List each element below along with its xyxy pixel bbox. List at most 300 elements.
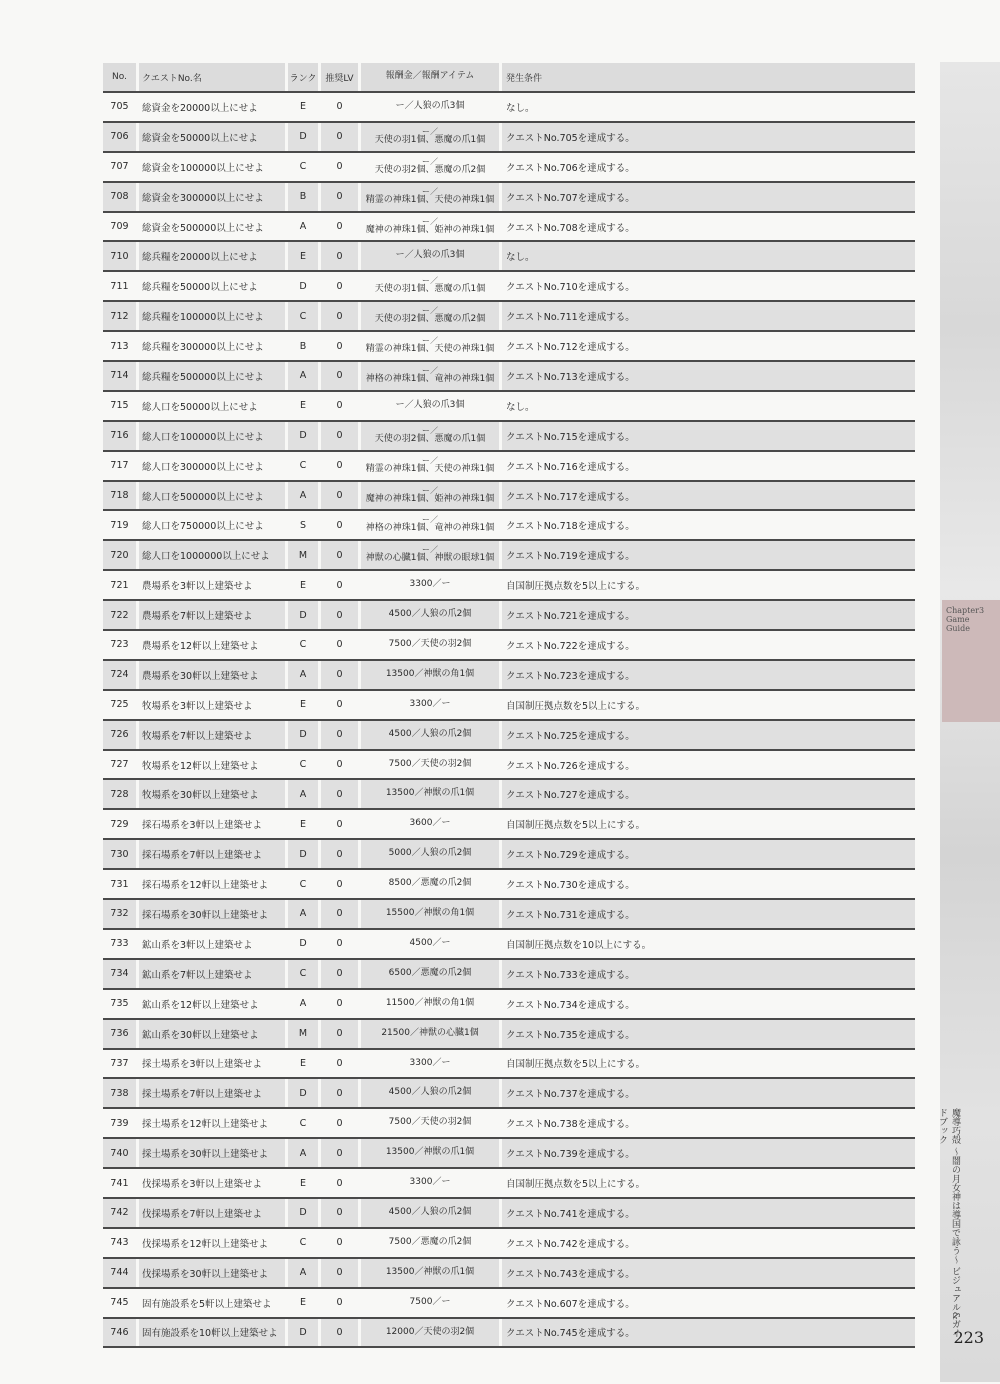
table-row	[103, 1319, 915, 1349]
cell-lv: 0	[336, 1057, 343, 1069]
table-row	[103, 541, 915, 571]
cell-name: 採土場系を3軒以上建築せよ	[142, 1059, 263, 1071]
cell-condition: クエストNo.718を達成する。	[506, 521, 635, 533]
cell-rank: A	[288, 661, 318, 689]
cell-reward	[361, 900, 499, 928]
cell-condition: 自国制圧拠点数を5以上にする。	[506, 1059, 646, 1071]
cell-lv: 0	[321, 960, 358, 988]
cell-condition: クエストNo.713を達成する。	[502, 362, 915, 390]
table-row	[103, 870, 915, 900]
cell-no: 720	[103, 541, 136, 569]
cell-reward	[361, 870, 499, 898]
cell-lv: 0	[336, 818, 343, 830]
reward-prefix: ー／	[422, 156, 438, 166]
reward-text: ー／人狼の爪3個	[395, 399, 465, 410]
cell-name: 採土場系を12軒以上建築せよ	[142, 1119, 269, 1131]
cell-name: 鉱山系を7軒以上建築せよ	[139, 960, 285, 988]
cell-rank: C	[299, 460, 307, 472]
table-row	[103, 631, 915, 661]
reward-prefix: ー／	[422, 126, 438, 136]
cell-no: 733	[110, 938, 129, 950]
cell-rank: D	[288, 422, 318, 450]
table-row	[103, 213, 915, 243]
cell-name: 鉱山系を3軒以上建築せよ	[142, 939, 253, 951]
cell-reward	[361, 1259, 499, 1287]
cell-condition: クエストNo.734を達成する。	[506, 999, 635, 1011]
reward-prefix: ー／	[422, 186, 438, 196]
cell-no: 724	[103, 661, 136, 689]
cell-reward	[361, 93, 499, 121]
cell-condition: クエストNo.743を達成する。	[502, 1259, 915, 1287]
cell-name: 固有施設系を10軒以上建築せよ	[139, 1319, 285, 1347]
cell-rank: A	[288, 900, 318, 928]
cell-condition: クエストNo.710を達成する。	[506, 282, 635, 294]
cell-no: 728	[103, 780, 136, 808]
reward-prefix: ー／	[422, 366, 438, 376]
cell-lv: 0	[336, 1237, 343, 1249]
book-title-vertical: 魔導巧殻 ～闇の月女神は導国で詠う～ ビジュアル&ガイドブック	[937, 1108, 960, 1338]
cell-name: 伐採場系を12軒以上建築せよ	[142, 1238, 269, 1250]
cell-rank: C	[299, 161, 307, 173]
cell-rank: E	[299, 579, 306, 591]
reward-text: 4500／人狼の爪2個	[388, 1087, 472, 1098]
reward-text: ー／人狼の爪3個	[395, 250, 465, 261]
reward-text: 3300／ー	[409, 1057, 451, 1068]
cell-lv: 0	[321, 422, 358, 450]
cell-no: 734	[103, 960, 136, 988]
cell-lv: 0	[336, 1117, 343, 1129]
cell-rank: D	[288, 1319, 318, 1347]
cell-lv: 0	[321, 183, 358, 211]
cell-reward	[361, 751, 499, 779]
reward-text: 21500／神獣の心臓1個	[381, 1027, 479, 1038]
cell-no: 711	[110, 280, 129, 292]
cell-name: 採石場系を3軒以上建築せよ	[142, 820, 263, 832]
cell-lv: 0	[321, 661, 358, 689]
cell-reward	[361, 960, 499, 988]
cell-no: 709	[110, 221, 129, 232]
table-row	[103, 661, 915, 691]
cell-rank: B	[288, 183, 318, 211]
reward-text: 3600／ー	[409, 818, 451, 829]
reward-text: 魔神の神珠1個、姫神の神珠1個	[365, 224, 495, 235]
page-number: 223	[953, 1328, 984, 1347]
cell-name: 総兵糧を20000以上にせよ	[139, 242, 285, 270]
table-row	[103, 392, 915, 422]
cell-name: 固有施設系を5軒以上建築せよ	[142, 1298, 272, 1310]
table-row	[103, 422, 915, 452]
table-row	[103, 1139, 915, 1169]
cell-condition: クエストNo.717を達成する。	[502, 482, 915, 510]
cell-name: 牧場系を3軒以上建築せよ	[142, 700, 253, 712]
cell-no: 717	[110, 460, 129, 472]
table-row	[103, 1259, 915, 1289]
cell-reward	[361, 1289, 499, 1317]
reward-text: 6500／悪魔の爪2個	[388, 967, 472, 978]
reward-text: 精霊の神珠1個、天使の神珠1個	[365, 463, 495, 474]
reward-text: 3300／ー	[409, 579, 451, 590]
cell-name: 伐採場系を3軒以上建築せよ	[142, 1179, 263, 1190]
cell-reward	[361, 362, 499, 390]
cell-condition: クエストNo.721を達成する。	[502, 601, 915, 629]
cell-reward	[361, 183, 499, 211]
reward-text: 神獣の心臓1個、神獣の眼球1個	[365, 553, 495, 564]
reward-text: 11500／神獣の角1個	[385, 997, 475, 1008]
cell-condition: クエストNo.731を達成する。	[502, 900, 915, 928]
table-row	[103, 1199, 915, 1229]
cell-rank: M	[288, 1020, 318, 1048]
reward-text: 3300／ー	[409, 1177, 451, 1188]
reward-text: 13500／神獣の爪1個	[385, 1147, 475, 1158]
reward-text: 4500／ー	[409, 937, 451, 948]
table-row	[103, 721, 915, 751]
cell-reward	[361, 810, 499, 838]
cell-reward	[361, 1319, 499, 1347]
cell-name: 総人口を50000以上にせよ	[142, 401, 258, 413]
cell-reward	[361, 452, 499, 480]
cell-name: 牧場系を30軒以上建築せよ	[139, 780, 285, 808]
cell-name: 鉱山系を12軒以上建築せよ	[142, 999, 259, 1011]
cell-name: 総資金を500000以上にせよ	[142, 222, 264, 234]
cell-rank: A	[299, 221, 307, 232]
cell-condition: 自国制圧拠点数を10以上にする。	[506, 939, 652, 951]
reward-text: 天使の羽2個、悪魔の爪1個	[374, 433, 486, 444]
cell-no: 736	[103, 1020, 136, 1048]
cell-rank: D	[288, 601, 318, 629]
cell-no: 714	[103, 362, 136, 390]
cell-rank: C	[288, 960, 318, 988]
header-reward: 報酬金／報酬アイテム	[361, 63, 499, 91]
table-row	[103, 960, 915, 990]
reward-text: 4500／人狼の爪2個	[388, 728, 472, 739]
cell-condition: クエストNo.723を達成する。	[502, 661, 915, 689]
cell-condition: 自国制圧拠点数を5以上にする。	[506, 581, 646, 593]
cell-no: 712	[103, 302, 136, 330]
header-rank: ランク	[288, 63, 318, 91]
cell-rank: E	[288, 242, 318, 270]
cell-reward	[361, 1169, 499, 1197]
cell-reward	[361, 153, 499, 181]
cell-no: 726	[103, 721, 136, 749]
cell-lv: 0	[321, 1020, 358, 1048]
cell-condition: クエストNo.733を達成する。	[502, 960, 915, 988]
cell-reward	[361, 1050, 499, 1078]
cell-rank: B	[299, 340, 307, 352]
cell-lv: 0	[336, 938, 343, 950]
cell-no: 710	[103, 242, 136, 270]
cell-name: 農場系を3軒以上建築せよ	[142, 581, 253, 593]
cell-condition: クエストNo.725を達成する。	[502, 721, 915, 749]
reward-text: 天使の羽2個、悪魔の爪2個	[374, 164, 486, 175]
cell-name: 総兵糧を100000以上にせよ	[139, 302, 285, 330]
reward-text: 8500／悪魔の爪2個	[388, 878, 472, 889]
cell-no: 715	[110, 400, 129, 412]
cell-name: 総資金を100000以上にせよ	[142, 162, 264, 174]
reward-text: 7500／天使の羽2個	[388, 639, 472, 650]
reward-text: 神格の神珠1個、竜神の神珠1個	[365, 523, 495, 534]
cell-no: 735	[110, 998, 129, 1010]
cell-rank: C	[299, 759, 307, 771]
cell-name: 牧場系を7軒以上建築せよ	[139, 721, 285, 749]
cell-reward	[361, 840, 499, 868]
cell-no: 719	[110, 519, 129, 531]
table-row	[103, 990, 915, 1020]
cell-reward	[361, 541, 499, 569]
table-row	[103, 362, 915, 392]
cell-condition: クエストNo.708を達成する。	[506, 222, 635, 234]
cell-reward	[361, 302, 499, 330]
cell-condition: クエストNo.739を達成する。	[502, 1139, 915, 1167]
reward-text: 15500／神獣の角1個	[385, 908, 475, 919]
reward-text: ー／人狼の爪3個	[395, 101, 465, 111]
cell-name: 総人口を1000000以上にせよ	[139, 541, 285, 569]
cell-condition: なし。	[506, 401, 535, 413]
table-row	[103, 1169, 915, 1199]
cell-lv: 0	[321, 1139, 358, 1167]
cell-reward	[361, 392, 499, 420]
cell-condition: クエストNo.741を達成する。	[502, 1199, 915, 1227]
cell-name: 総人口を300000以上にせよ	[142, 461, 264, 473]
table-row	[103, 153, 915, 183]
cell-reward	[361, 1020, 499, 1048]
cell-condition: クエストNo.745を達成する。	[502, 1319, 915, 1347]
cell-rank: A	[288, 482, 318, 510]
cell-rank: C	[299, 878, 307, 890]
cell-lv: 0	[336, 519, 343, 531]
chapter-tab-line2: Game	[946, 615, 970, 624]
cell-lv: 0	[321, 900, 358, 928]
cell-name: 採石場系を30軒以上建築せよ	[139, 900, 285, 928]
cell-name: 総兵糧を500000以上にせよ	[139, 362, 285, 390]
cell-rank: E	[299, 699, 306, 711]
cell-reward	[361, 631, 499, 659]
cell-lv: 0	[321, 541, 358, 569]
cell-no: 721	[110, 579, 129, 591]
table-row	[103, 1050, 915, 1080]
table-row	[103, 482, 915, 512]
cell-name: 鉱山系を30軒以上建築せよ	[139, 1020, 285, 1048]
cell-reward	[361, 422, 499, 450]
reward-text: 魔神の神珠1個、姫神の神珠1個	[365, 493, 495, 504]
table-row	[103, 810, 915, 840]
cell-no: 723	[110, 639, 129, 651]
table-row	[103, 511, 915, 541]
cell-no: 739	[110, 1117, 129, 1129]
reward-text: 4500／人狼の爪2個	[388, 1206, 472, 1217]
cell-reward	[361, 272, 499, 300]
cell-name: 総資金を50000以上にせよ	[139, 123, 285, 151]
cell-condition: なし。	[506, 102, 535, 114]
cell-lv: 0	[336, 221, 343, 232]
reward-prefix: ー／	[422, 306, 438, 316]
header-name: クエストNo.名	[139, 63, 285, 91]
cell-rank: E	[299, 818, 306, 830]
cell-rank: A	[288, 780, 318, 808]
cell-condition: クエストNo.706を達成する。	[506, 162, 635, 174]
cell-rank: D	[288, 1199, 318, 1227]
table-row	[103, 1109, 915, 1139]
cell-no: 713	[110, 340, 129, 352]
reward-text: 5000／人狼の爪2個	[388, 848, 472, 859]
cell-reward	[361, 1229, 499, 1257]
cell-lv: 0	[336, 579, 343, 591]
cell-rank: C	[299, 639, 307, 651]
cell-rank: A	[288, 1139, 318, 1167]
table-row	[103, 1289, 915, 1319]
cell-lv: 0	[336, 280, 343, 292]
cell-no: 743	[110, 1237, 129, 1249]
cell-no: 745	[110, 1297, 129, 1309]
cell-lv: 0	[336, 759, 343, 771]
table-row	[103, 1229, 915, 1259]
cell-no: 746	[103, 1319, 136, 1347]
chapter-tab-line3: Guide	[946, 624, 970, 633]
cell-name: 採石場系を12軒以上建築せよ	[142, 880, 269, 892]
cell-lv: 0	[321, 362, 358, 390]
header-no: No.	[103, 63, 136, 91]
cell-reward	[361, 1199, 499, 1227]
cell-no: 707	[110, 161, 129, 173]
reward-prefix: ー／	[422, 336, 438, 346]
cell-lv: 0	[321, 302, 358, 330]
table-row	[103, 332, 915, 362]
cell-no: 705	[110, 101, 129, 113]
cell-lv: 0	[321, 1259, 358, 1287]
cell-reward	[361, 213, 499, 241]
cell-rank: C	[288, 302, 318, 330]
reward-prefix: ー／	[422, 545, 438, 555]
cell-condition: クエストNo.730を達成する。	[506, 880, 635, 892]
cell-rank: E	[299, 101, 306, 113]
cell-condition: クエストNo.738を達成する。	[506, 1119, 635, 1131]
reward-text: 3300／ー	[409, 698, 451, 709]
cell-reward	[361, 930, 499, 958]
table-row	[103, 900, 915, 930]
table-row	[103, 751, 915, 781]
cell-name: 総兵糧を50000以上にせよ	[142, 282, 258, 294]
cell-no: 741	[110, 1177, 129, 1189]
cell-name: 採石場系を7軒以上建築せよ	[139, 840, 285, 868]
reward-text: 精霊の神珠1個、天使の神珠1個	[365, 344, 495, 355]
cell-reward	[361, 1109, 499, 1137]
cell-lv: 0	[321, 123, 358, 151]
cell-lv: 0	[336, 1177, 343, 1189]
cell-condition: クエストNo.735を達成する。	[502, 1020, 915, 1048]
reward-text: 天使の羽1個、悪魔の爪1個	[374, 134, 486, 145]
cell-lv: 0	[336, 878, 343, 890]
cell-reward	[361, 721, 499, 749]
cell-reward	[361, 1079, 499, 1107]
cell-name: 総人口を500000以上にせよ	[139, 482, 285, 510]
table-row	[103, 601, 915, 631]
cell-name: 伐採場系を7軒以上建築せよ	[139, 1199, 285, 1227]
reward-prefix: ー／	[422, 216, 438, 226]
cell-lv: 0	[336, 1297, 343, 1309]
cell-rank: D	[288, 721, 318, 749]
reward-text: 13500／神獣の角1個	[385, 668, 475, 679]
cell-rank: C	[299, 1117, 307, 1129]
cell-reward	[361, 123, 499, 151]
cell-no: 731	[110, 878, 129, 890]
cell-lv: 0	[321, 840, 358, 868]
table-row	[103, 123, 915, 153]
cell-no: 708	[103, 183, 136, 211]
cell-no: 722	[103, 601, 136, 629]
reward-prefix: ー／	[422, 425, 438, 435]
cell-rank: D	[288, 1079, 318, 1107]
reward-text: 7500／ー	[409, 1296, 451, 1307]
cell-rank: D	[299, 938, 307, 950]
table-row	[103, 930, 915, 960]
cell-reward	[361, 691, 499, 719]
cell-no: 744	[103, 1259, 136, 1287]
cell-no: 729	[110, 818, 129, 830]
reward-text: 7500／天使の羽2個	[388, 758, 472, 769]
cell-lv: 0	[336, 699, 343, 711]
cell-no: 740	[103, 1139, 136, 1167]
cell-condition: クエストNo.719を達成する。	[502, 541, 915, 569]
cell-rank: A	[299, 998, 307, 1010]
cell-lv: 0	[321, 601, 358, 629]
cell-condition: クエストNo.707を達成する。	[502, 183, 915, 211]
reward-text: 神格の神珠1個、竜神の神珠1個	[365, 374, 495, 385]
table-row	[103, 242, 915, 272]
cell-condition: 自国制圧拠点数を5以上にする。	[506, 820, 646, 832]
reward-text: 4500／人狼の爪2個	[388, 609, 472, 620]
cell-rank: D	[299, 280, 307, 292]
cell-name: 農場系を30軒以上建築せよ	[139, 661, 285, 689]
table-row	[103, 691, 915, 721]
cell-reward	[361, 511, 499, 539]
cell-name: 採土場系を7軒以上建築せよ	[139, 1079, 285, 1107]
cell-name: 総資金を20000以上にせよ	[142, 102, 258, 114]
cell-condition: 自国制圧拠点数を5以上にする。	[506, 1179, 646, 1190]
cell-condition: クエストNo.712を達成する。	[506, 342, 635, 354]
cell-rank: E	[299, 1297, 306, 1309]
cell-condition: クエストNo.715を達成する。	[502, 422, 915, 450]
cell-no: 738	[103, 1079, 136, 1107]
cell-condition: クエストNo.727を達成する。	[502, 780, 915, 808]
cell-condition: クエストNo.742を達成する。	[506, 1238, 635, 1250]
cell-lv: 0	[336, 998, 343, 1010]
cell-lv: 0	[336, 460, 343, 472]
cell-reward	[361, 780, 499, 808]
table-body	[103, 93, 915, 1348]
reward-text: 7500／悪魔の爪2個	[388, 1236, 472, 1247]
chapter-tab	[942, 600, 1000, 722]
cell-name: 総兵糧を300000以上にせよ	[142, 342, 264, 354]
table-row	[103, 183, 915, 213]
cell-lv: 0	[336, 639, 343, 651]
cell-condition: クエストNo.711を達成する。	[502, 302, 915, 330]
cell-rank: A	[288, 1259, 318, 1287]
reward-text: 天使の羽2個、悪魔の爪2個	[374, 314, 486, 325]
cell-rank: A	[288, 362, 318, 390]
cell-lv: 0	[336, 161, 343, 173]
reward-text: 天使の羽1個、悪魔の爪1個	[374, 284, 486, 295]
cell-rank: E	[299, 400, 306, 412]
cell-condition: クエストNo.737を達成する。	[502, 1079, 915, 1107]
cell-no: 737	[110, 1057, 129, 1069]
cell-name: 伐採場系を30軒以上建築せよ	[139, 1259, 285, 1287]
cell-condition: クエストNo.722を達成する。	[506, 640, 635, 652]
cell-reward	[361, 482, 499, 510]
table-row	[103, 840, 915, 870]
table-row	[103, 302, 915, 332]
cell-condition: なし。	[502, 242, 915, 270]
cell-name: 農場系を12軒以上建築せよ	[142, 640, 259, 652]
cell-lv: 0	[321, 1319, 358, 1347]
